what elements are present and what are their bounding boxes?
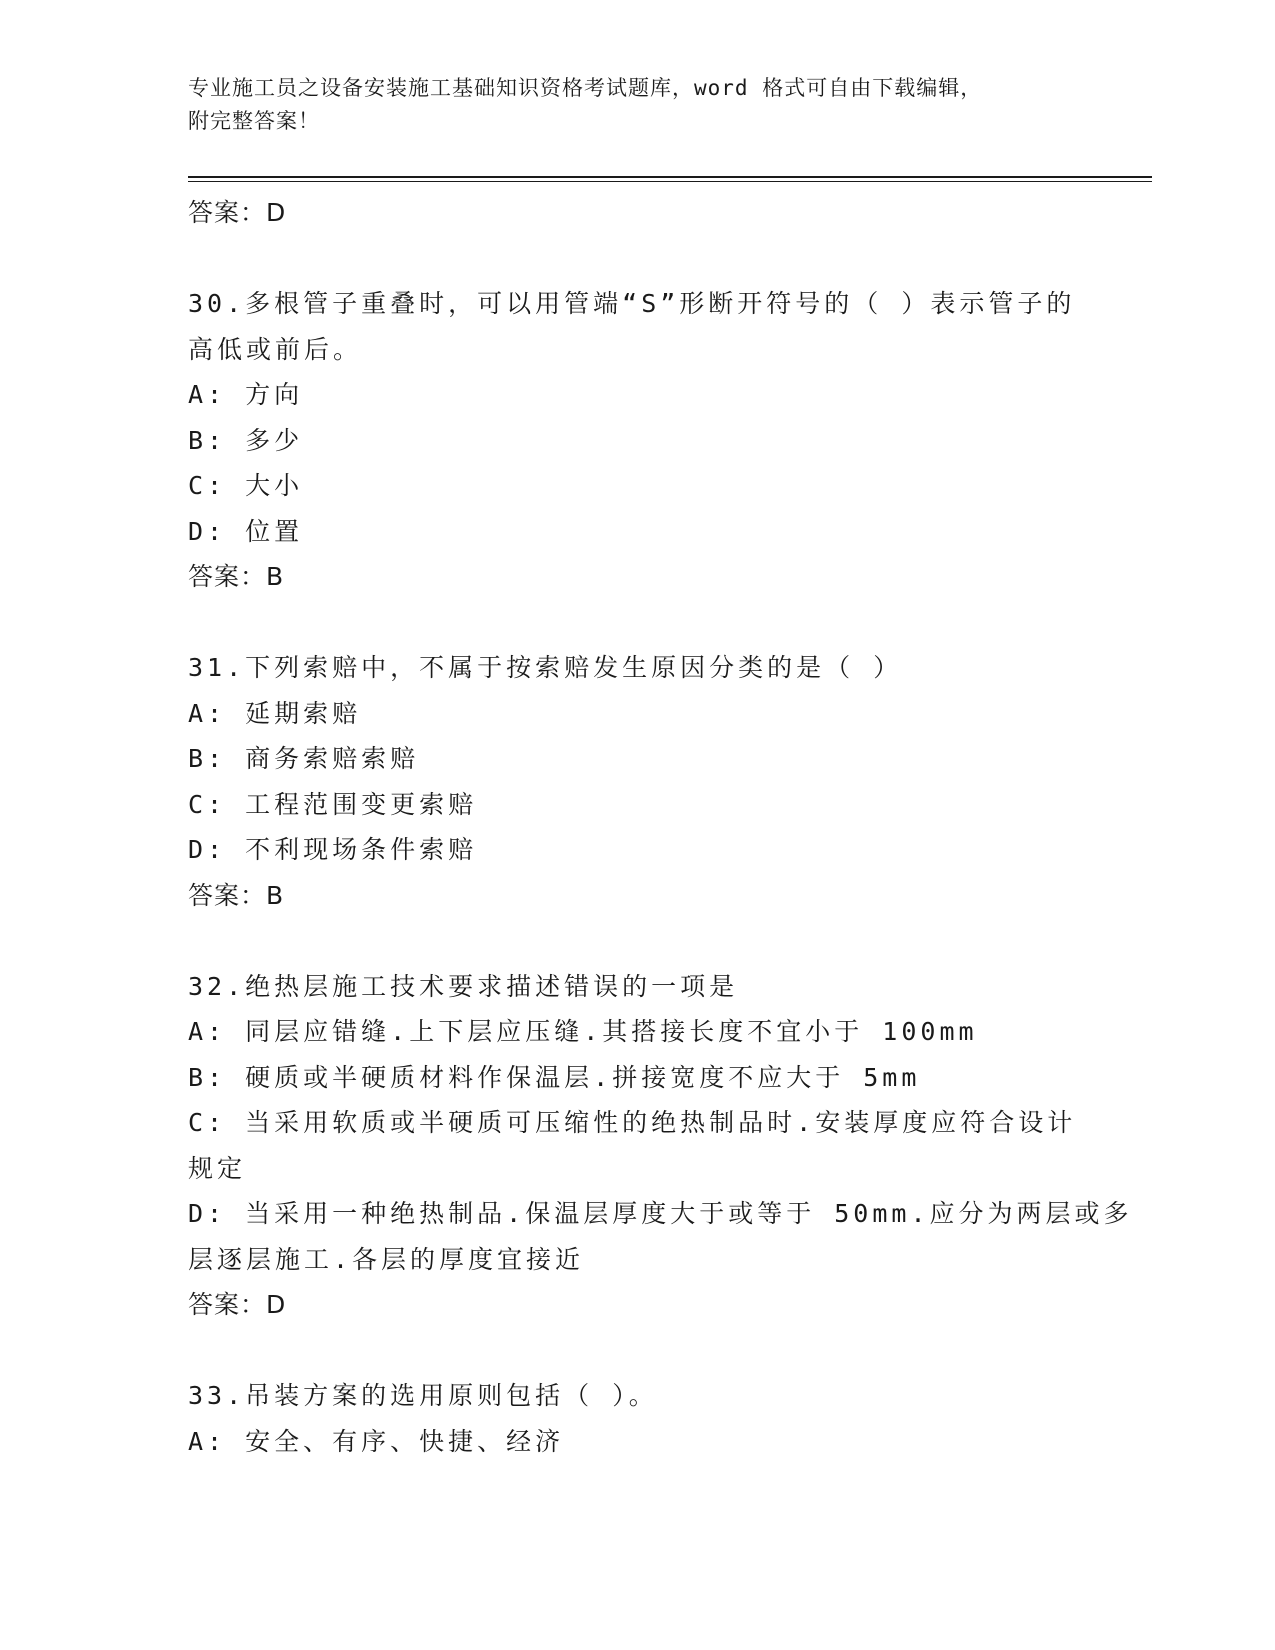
header-rule-thick <box>188 176 1152 178</box>
option-a: A: 同层应错缝.上下层应压缝.其搭接长度不宜小于 100mm <box>188 1017 978 1046</box>
option-a: A: 方向 <box>188 380 304 409</box>
question-text: 30.多根管子重叠时，可以用管端“S”形断开符号的（ ）表示管子的 <box>188 289 1076 318</box>
question-32 <box>188 964 1133 1328</box>
option-a: A: 延期索赔 <box>188 698 362 728</box>
option-c: C: 大小 <box>188 471 304 500</box>
option-d: D: 位置 <box>188 516 304 546</box>
question-list <box>188 190 1133 1464</box>
option-b: B: 硬质或半硬质材料作保温层.拼接宽度不应大于 5mm <box>188 1062 921 1092</box>
header-rule-thin <box>188 181 1152 182</box>
option-b: B: 商务索赔索赔 <box>188 744 420 773</box>
question-text: 31.下列索赔中，不属于按索赔发生原因分类的是（ ） <box>188 653 903 682</box>
question-text: 32.绝热层施工技术要求描述错误的一项是 <box>188 971 739 1001</box>
question-31 <box>188 645 1108 918</box>
option-a: A: 安全、有序、快捷、经济 <box>188 1426 565 1456</box>
option-c: C: 工程范围变更索赔 <box>188 789 478 819</box>
question-33 <box>188 1373 1108 1464</box>
question-30 <box>188 281 1108 600</box>
option-d-continued: 层逐层施工.各层的厚度宜接近 <box>188 1244 585 1274</box>
option-d: D: 不利现场条件索赔 <box>188 835 478 864</box>
answer-line: 答案：D <box>188 198 287 227</box>
option-b: B: 多少 <box>188 425 304 455</box>
answer-line: 答案：D <box>188 1290 287 1319</box>
question-text: 33.吊装方案的选用原则包括（ ）。 <box>188 1381 658 1410</box>
option-c-continued: 规定 <box>188 1153 247 1183</box>
question-text: 高低或前后。 <box>188 334 363 364</box>
answer-line: 答案：B <box>188 880 285 910</box>
option-d: D: 当采用一种绝热制品.保温层厚度大于或等于 50mm.应分为两层或多 <box>188 1199 1133 1228</box>
option-c: C: 当采用软质或半硬质可压缩性的绝热制品时.安装厚度应符合设计 <box>188 1108 1077 1137</box>
answer-line: 答案：B <box>188 562 285 591</box>
document-header: 专业施工员之设备安装施工基础知识资格考试题库，word 格式可自由下载编辑， 附完整答案！ <box>188 76 983 133</box>
